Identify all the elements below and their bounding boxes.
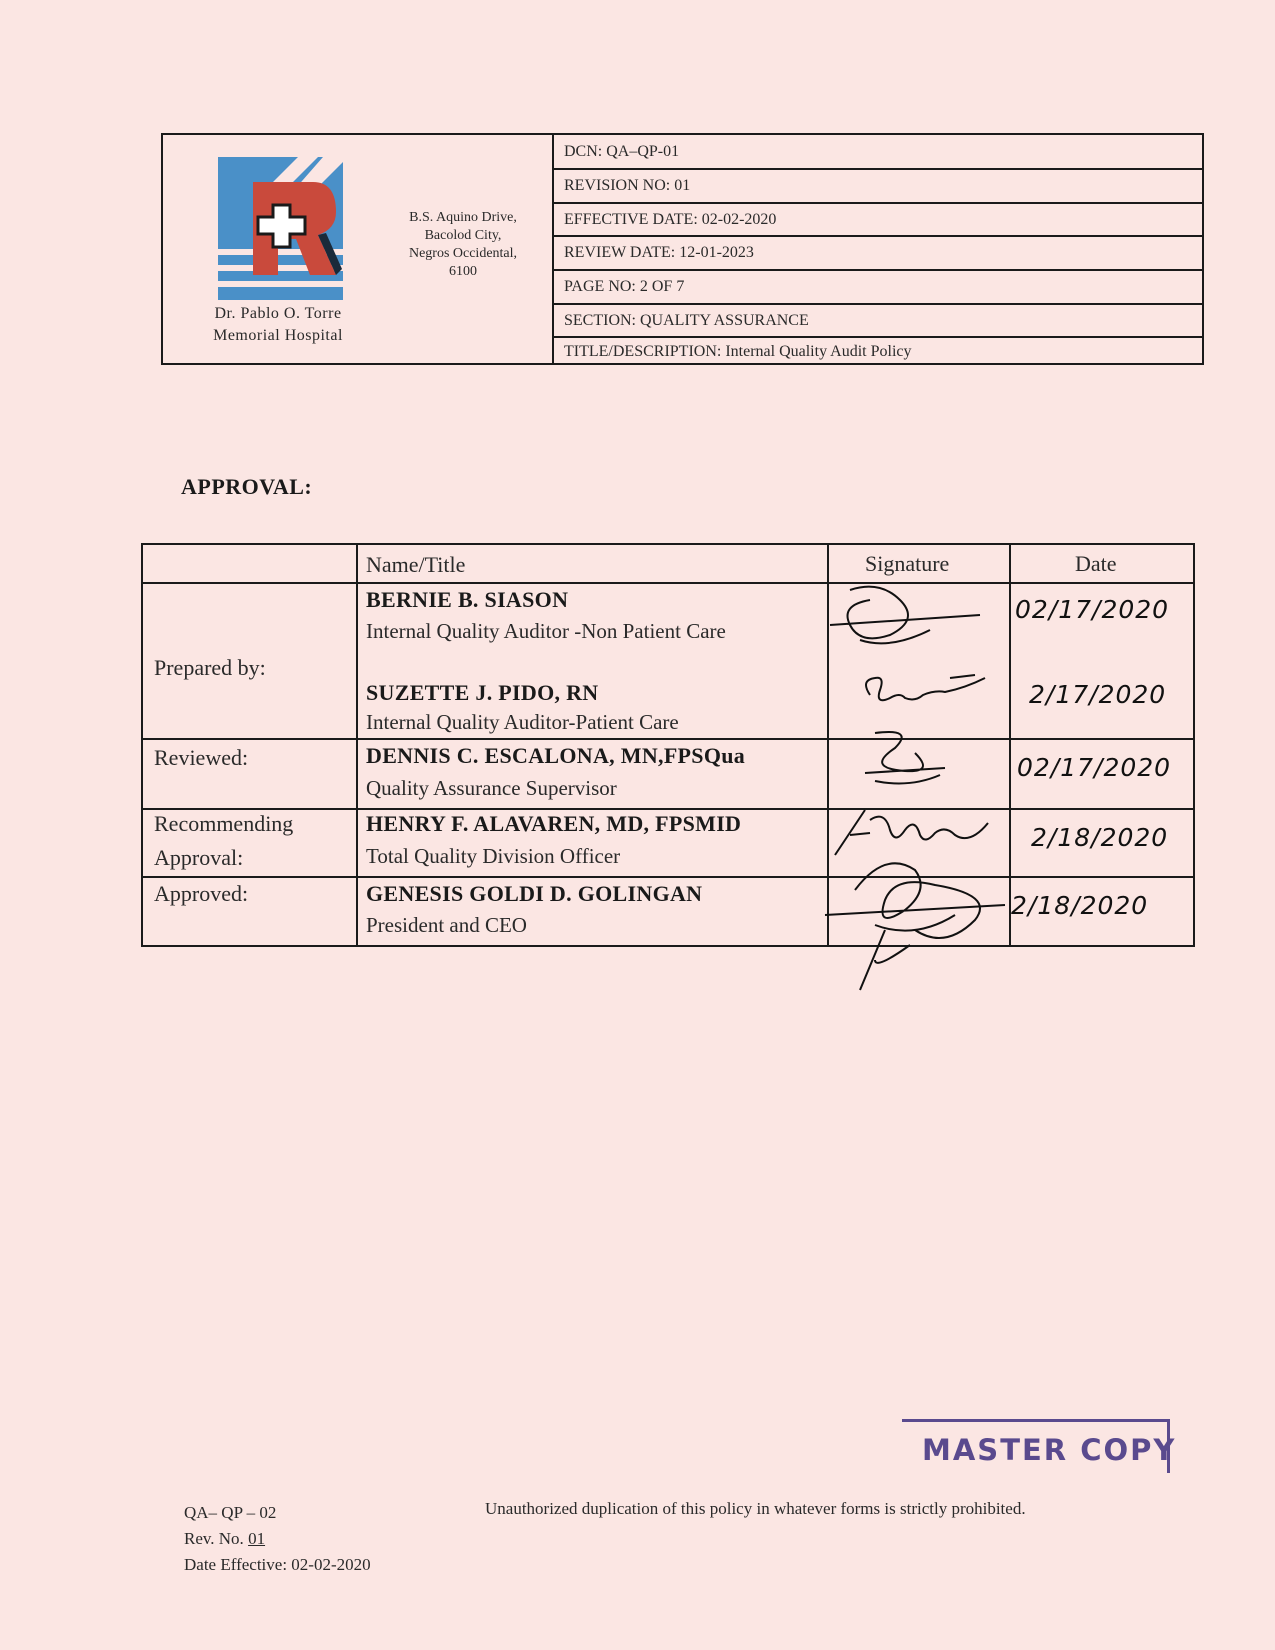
handwritten-date: 02/17/2020	[1015, 595, 1170, 624]
review-date-row: REVIEW DATE: 12-01-2023	[552, 237, 1202, 271]
address-line: B.S. Aquino Drive,	[409, 210, 517, 225]
row-label-approved: Approved:	[154, 881, 249, 906]
effective-date-row: EFFECTIVE DATE: 02-02-2020	[552, 204, 1202, 237]
dcn-row: DCN: QA–QP-01	[552, 135, 1202, 170]
footer-rev-label: Rev. No.	[184, 1529, 249, 1548]
hospital-name	[183, 303, 373, 347]
footer-rev-value: 01	[248, 1529, 266, 1548]
column-header-date: Date	[1075, 551, 1117, 576]
title-description-row: TITLE/DESCRIPTION: Internal Quality Audit Policy	[564, 342, 912, 360]
signatory-title: Internal Quality Auditor-Patient Care	[366, 710, 679, 734]
signatory-title: Total Quality Division Officer	[366, 844, 621, 868]
row-divider	[143, 738, 1193, 740]
handwritten-date: 2/18/2020	[1011, 891, 1149, 920]
document-info	[552, 135, 1202, 363]
column-divider	[356, 545, 358, 945]
hospital-name-line1: Dr. Pablo O. Torre	[214, 305, 342, 322]
signature-mark	[855, 670, 995, 720]
signatory-name: DENNIS C. ESCALONA, MN,FPSQua	[366, 743, 746, 768]
signatory-name: HENRY F. ALAVAREN, MD, FPSMID	[366, 811, 742, 836]
hospital-name-line2: Memorial Hospital	[213, 327, 343, 344]
hospital-logo-icon	[218, 157, 343, 300]
footer-revision	[184, 1526, 371, 1552]
row-label-reviewed: Reviewed:	[154, 745, 249, 770]
footer-date-effective: Date Effective: 02-02-2020	[184, 1555, 371, 1574]
address-line: Negros Occidental,	[408, 246, 518, 261]
signatory-title: Internal Quality Auditor -Non Patient Care	[366, 619, 726, 643]
handwritten-date: 2/18/2020	[1031, 823, 1169, 852]
signatory-name: BERNIE B. SIASON	[366, 587, 569, 612]
signature-mark	[820, 580, 1000, 660]
handwritten-date: 2/17/2020	[1029, 680, 1167, 709]
row-divider	[143, 808, 1193, 810]
signature-mark	[815, 850, 1025, 990]
address-line: Bacolod City,	[424, 228, 502, 243]
row-divider	[143, 876, 1193, 878]
handwritten-date: 02/17/2020	[1017, 753, 1172, 782]
section-row: SECTION: QUALITY ASSURANCE	[552, 305, 1202, 338]
signatory-name: GENESIS GOLDI D. GOLINGAN	[366, 881, 703, 906]
document-header	[161, 133, 1204, 365]
row-label-approval: Approval:	[154, 845, 244, 870]
column-header-name-title: Name/Title	[366, 552, 466, 577]
signatory-name: SUZETTE J. PIDO, RN	[366, 680, 599, 705]
row-label-prepared-by: Prepared by:	[154, 655, 266, 680]
signature-mark	[855, 723, 975, 788]
duplication-notice: Unauthorized duplication of this policy in whatever forms is strictly prohibited.	[485, 1499, 1026, 1518]
approval-table	[141, 543, 1195, 947]
signatory-title: Quality Assurance Supervisor	[366, 776, 617, 800]
footer-document-info	[184, 1500, 371, 1578]
revision-row: REVISION NO: 01	[552, 170, 1202, 204]
approval-heading: APPROVAL:	[181, 474, 313, 499]
column-header-signature: Signature	[865, 551, 950, 576]
hospital-address	[388, 209, 538, 281]
signatory-title: President and CEO	[366, 913, 527, 937]
row-divider	[143, 582, 1193, 584]
row-label-recommending: Recommending	[154, 811, 294, 836]
master-copy-stamp-text: MASTER COPY	[922, 1433, 1177, 1467]
header-logo-cell	[163, 135, 554, 363]
footer-code: QA– QP – 02	[184, 1503, 277, 1522]
address-line: 6100	[449, 264, 477, 279]
page-number-row: PAGE NO: 2 OF 7	[552, 271, 1202, 305]
